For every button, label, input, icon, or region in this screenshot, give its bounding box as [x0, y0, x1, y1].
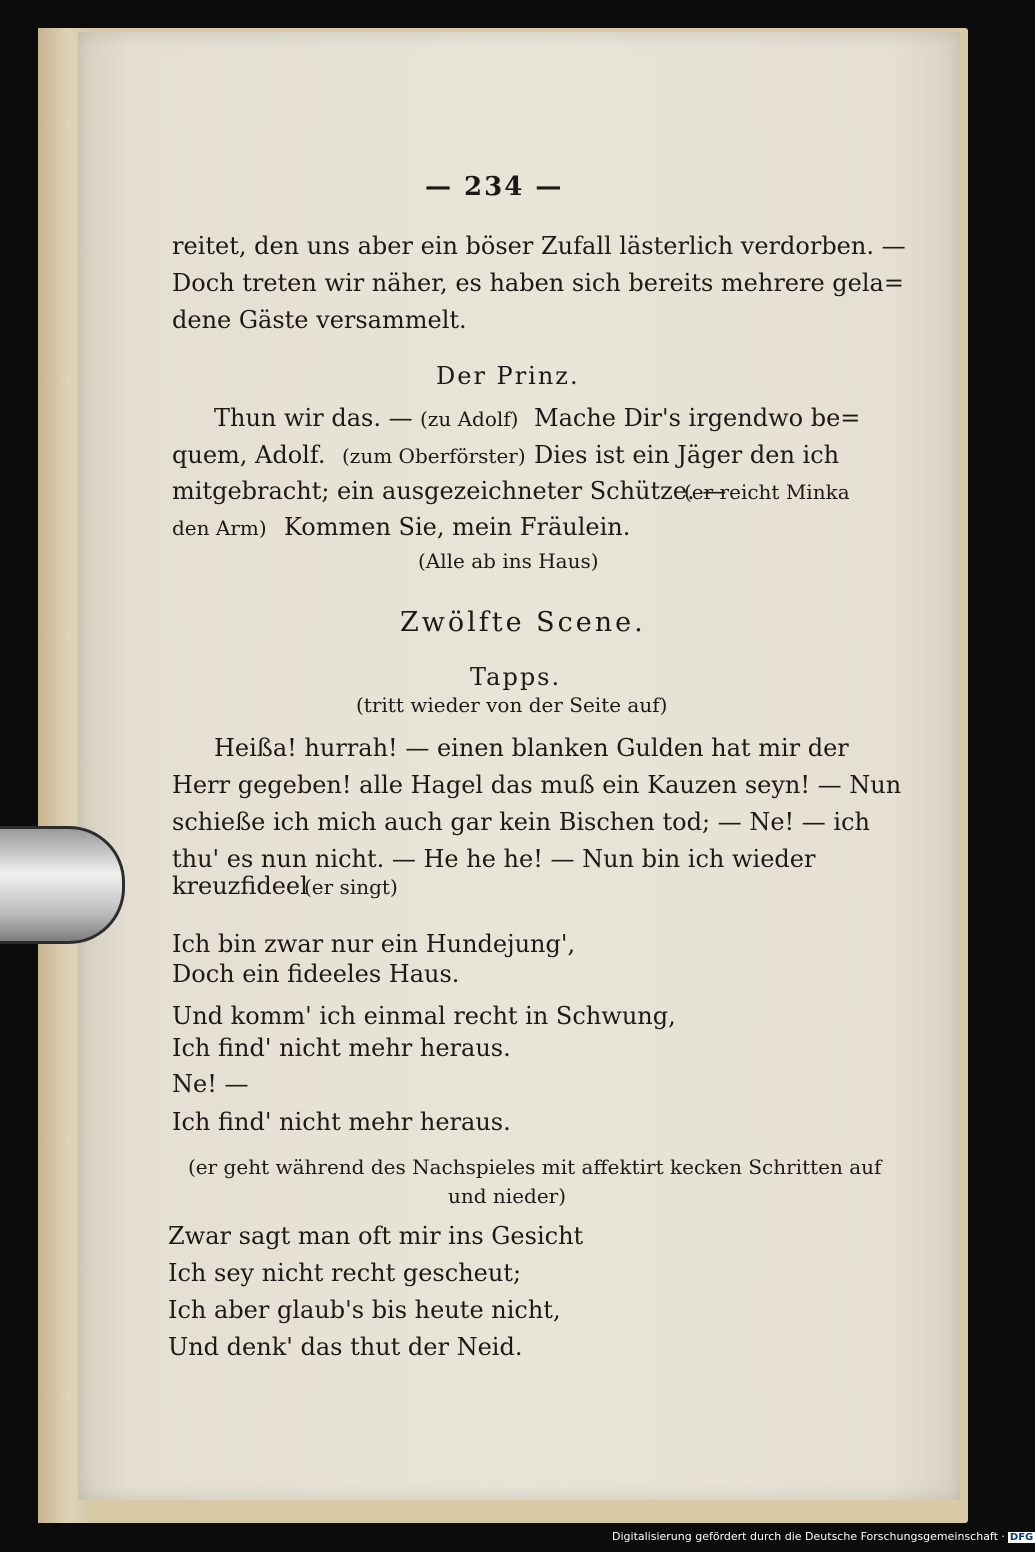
text-line: Herr gegeben! alle Hagel das muß ein Kauzen seyn! — Nun: [172, 771, 902, 799]
verse-line: Ich find' nicht mehr heraus.: [172, 1108, 511, 1136]
stage-direction: den Arm): [172, 516, 267, 540]
page-clip: [0, 826, 125, 944]
text-line: schieße ich mich auch gar kein Bischen tod; — Ne! — ich: [172, 808, 870, 836]
page-number: — 234 —: [425, 172, 564, 202]
stage-direction: (Alle ab ins Haus): [418, 549, 599, 573]
stage-direction: und nieder): [448, 1184, 567, 1208]
verse-line: Ich aber glaub's bis heute nicht,: [168, 1296, 561, 1324]
speaker-name: Tapps.: [470, 663, 562, 691]
text-line: Dies ist ein Jäger den ich: [534, 441, 840, 469]
text-line: kreuzfideel: [172, 872, 308, 900]
text-line: thu' es nun nicht. — He he he! — Nun bin ich wieder: [172, 845, 816, 873]
funding-footer: [612, 1530, 1035, 1543]
text-line: reitet, den uns aber ein böser Zufall lästerlich verdorben. —: [172, 232, 906, 260]
verse-line: Ne! —: [172, 1070, 249, 1098]
stage-direction: (er geht während des Nachspieles mit affektirt kecken Schritten auf: [188, 1155, 882, 1179]
stage-direction: (zu Adolf): [420, 407, 519, 431]
text-line: Heißa! hurrah! — einen blanken Gulden hat mir der: [214, 734, 849, 762]
text-line: dene Gäste versammelt.: [172, 306, 467, 334]
text-line: mitgebracht; ein ausgezeichneter Schütze. —: [172, 477, 727, 505]
verse-line: Ich bin zwar nur ein Hundejung',: [172, 930, 576, 958]
text-line: Thun wir das. —: [214, 404, 413, 432]
footer-text: Digitalisierung gefördert durch die Deutsche Forschungsgemeinschaft ·: [612, 1530, 1005, 1543]
stage-direction: (tritt wieder von der Seite auf): [356, 693, 668, 717]
verse-line: Zwar sagt man oft mir ins Gesicht: [168, 1222, 584, 1250]
stage-direction: (er reicht Minka: [684, 480, 850, 504]
verse-line: Doch ein fideeles Haus.: [172, 960, 460, 988]
stage-direction: (zum Oberförster): [342, 444, 526, 468]
verse-line: Ich find' nicht mehr heraus.: [172, 1034, 511, 1062]
speaker-name: Der Prinz.: [436, 362, 580, 390]
verse-line: Und komm' ich einmal recht in Schwung,: [172, 1002, 676, 1030]
verse-line: Und denk' das thut der Neid.: [168, 1333, 523, 1361]
stage-direction: (er singt): [304, 875, 398, 899]
text-line: Mache Dir's irgendwo be=: [534, 404, 861, 432]
text-line: quem, Adolf.: [172, 441, 326, 469]
dfg-logo: DFG: [1009, 1532, 1034, 1543]
scene-heading: Zwölfte Scene.: [400, 607, 646, 638]
text-line: Doch treten wir näher, es haben sich bereits mehrere gela=: [172, 269, 904, 297]
text-line: Kommen Sie, mein Fräulein.: [284, 513, 631, 541]
verse-line: Ich sey nicht recht gescheut;: [168, 1259, 522, 1287]
